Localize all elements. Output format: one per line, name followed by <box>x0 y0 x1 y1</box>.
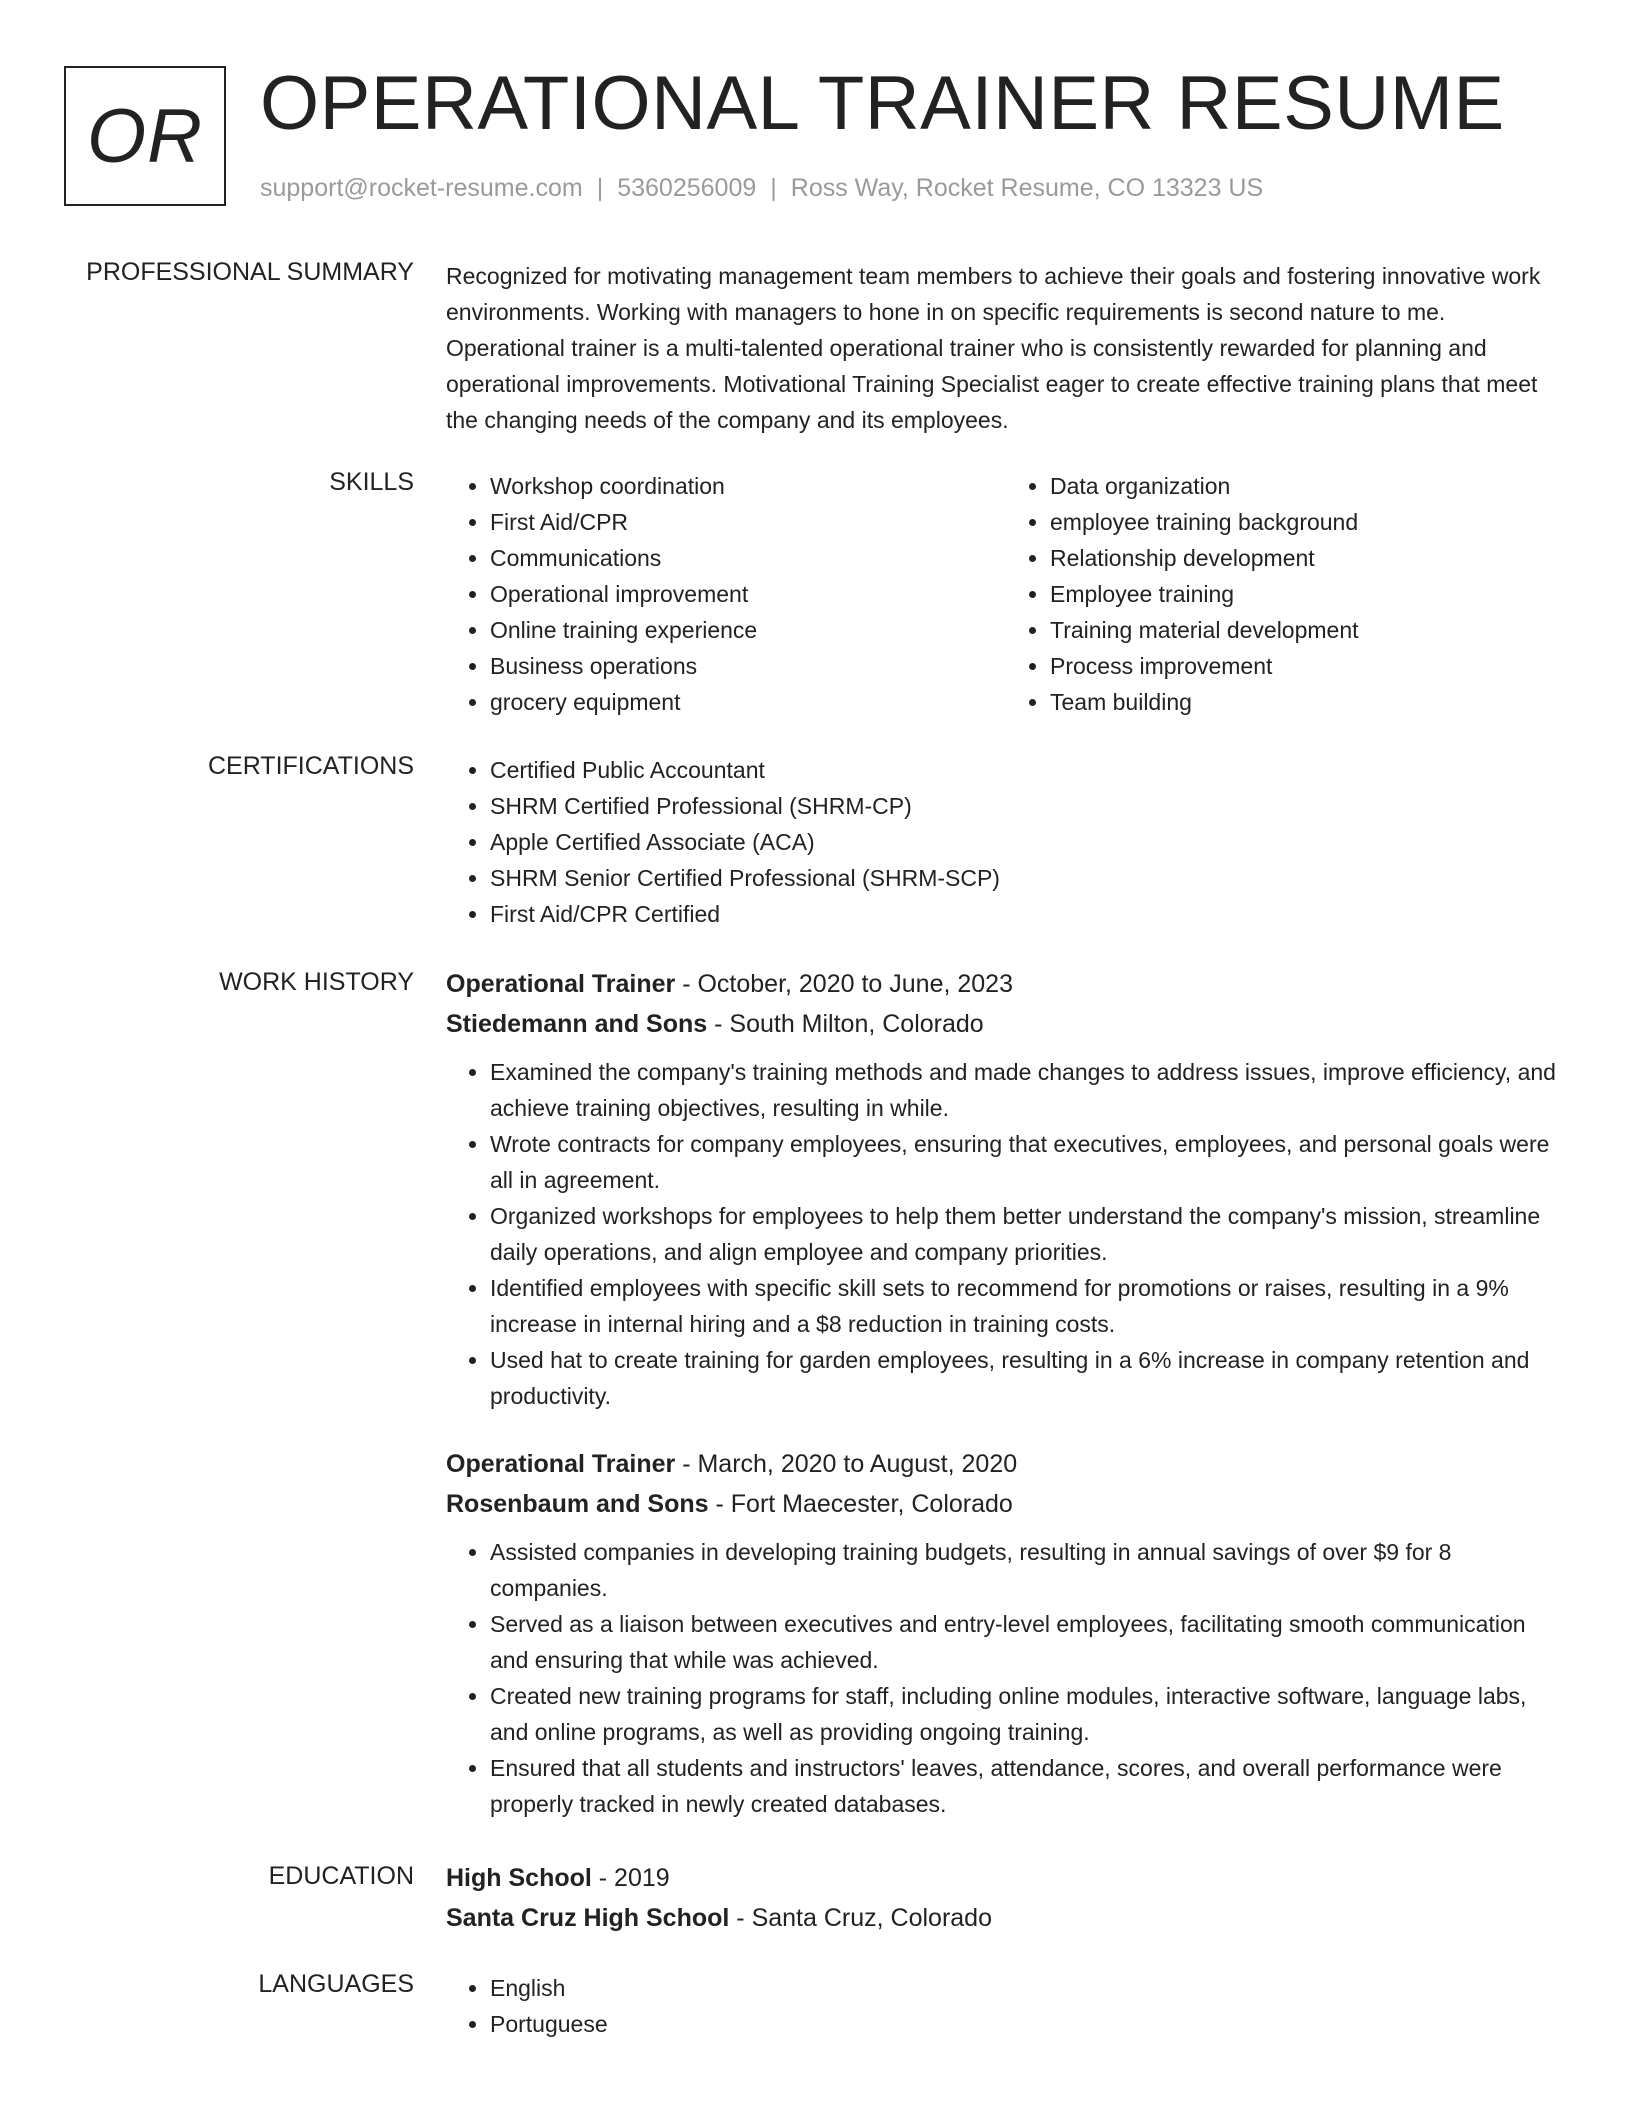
list-item: • Assisted companies in developing training budgets, resulting in annual savings of over $9 for 8 companies. <box>490 1534 1566 1606</box>
contact-separator: | <box>770 174 777 202</box>
list-item: • grocery equipment <box>490 684 1006 720</box>
section-label-certifications: CERTIFICATIONS <box>207 752 414 780</box>
section-label-education: EDUCATION <box>268 1862 414 1890</box>
contact-email: support@rocket-resume.com <box>260 174 583 202</box>
list-item: • Operational improvement <box>490 576 1006 612</box>
list-item: • English <box>490 1970 1566 2006</box>
list-item: • Online training experience <box>490 612 1006 648</box>
job-company: Stiedemann and Sons <box>446 1010 708 1038</box>
list-item: • Employee training <box>1050 576 1566 612</box>
job-entry <box>446 964 1566 1414</box>
list-item: • Ensured that all students and instructors' leaves, attendance, scores, and overall performance were properly tracked in newly created databases. <box>490 1750 1566 1822</box>
job-title: Operational Trainer <box>446 1450 676 1478</box>
contact-address: Ross Way, Rocket Resume, CO 13323 US <box>790 174 1264 202</box>
section-label-summary: PROFESSIONAL SUMMARY <box>86 258 414 286</box>
list-item: • SHRM Senior Certified Professional (SHRM-SCP) <box>490 860 1566 896</box>
job-bullets <box>446 1534 1566 1822</box>
monogram: OR <box>64 66 226 206</box>
section-label-languages: LANGUAGES <box>258 1970 414 1998</box>
list-item: • employee training background <box>1050 504 1566 540</box>
certifications-list <box>446 752 1566 932</box>
education-degree: High School <box>446 1864 592 1892</box>
skills-list-right <box>1006 468 1566 720</box>
list-item: • Business operations <box>490 648 1006 684</box>
job-title-line <box>446 1444 1566 1484</box>
list-item: • SHRM Certified Professional (SHRM-CP) <box>490 788 1566 824</box>
job-company-line <box>446 1484 1566 1524</box>
list-item: • Relationship development <box>1050 540 1566 576</box>
job-dates: - October, 2020 to June, 2023 <box>675 970 1013 998</box>
list-item: • Process improvement <box>1050 648 1566 684</box>
job-company-line <box>446 1004 1566 1044</box>
education-year: - 2019 <box>591 1864 670 1892</box>
list-item: • Apple Certified Associate (ACA) <box>490 824 1566 860</box>
summary-text: Recognized for motivating management team members to achieve their goals and fostering innovative work environments. Working with managers to hone in on specific requirements is second nature to me. Operational trainer is a multi-talented operational trainer who is consistently rewarded for planning and operational improvements. Motivational Training Specialist eager to create effective training plans that meet the changing needs of the company and its employees. <box>446 263 1541 433</box>
list-item: • Portuguese <box>490 2006 1566 2042</box>
list-item: • Examined the company's training methods and made changes to address issues, improve efficiency, and achieve training objectives, resulting in while. <box>490 1054 1566 1126</box>
list-item: • First Aid/CPR <box>490 504 1006 540</box>
list-item: • Certified Public Accountant <box>490 752 1566 788</box>
list-item: • Communications <box>490 540 1006 576</box>
job-entry <box>446 1444 1566 1822</box>
list-item: • Organized workshops for employees to help them better understand the company's mission, streamline daily operations, and align employee and company priorities. <box>490 1198 1566 1270</box>
job-location: - Fort Maecester, Colorado <box>708 1490 1013 1518</box>
job-title: Operational Trainer <box>446 970 676 998</box>
list-item: • Served as a liaison between executives and entry-level employees, facilitating smooth communication and ensuring that while was achieved. <box>490 1606 1566 1678</box>
list-item: • Identified employees with specific skill sets to recommend for promotions or raises, resulting in a 9% increase in internal hiring and a $8 reduction in training costs. <box>490 1270 1566 1342</box>
job-dates: - March, 2020 to August, 2020 <box>675 1450 1018 1478</box>
job-company: Rosenbaum and Sons <box>446 1490 709 1518</box>
education-school: Santa Cruz High School <box>446 1904 730 1932</box>
list-item: • Workshop coordination <box>490 468 1006 504</box>
list-item: • Training material development <box>1050 612 1566 648</box>
list-item: • Wrote contracts for company employees, ensuring that executives, employees, and personal goals were all in agreement. <box>490 1126 1566 1198</box>
list-item: • Created new training programs for staff, including online modules, interactive software, language labs, and online programs, as well as providing ongoing training. <box>490 1678 1566 1750</box>
page-title: OPERATIONAL TRAINER RESUME <box>260 61 1505 146</box>
job-title-line <box>446 964 1566 1004</box>
education-location: - Santa Cruz, Colorado <box>729 1904 992 1932</box>
list-item: • Team building <box>1050 684 1566 720</box>
section-label-work: WORK HISTORY <box>219 968 414 996</box>
skills-list-left <box>446 468 1006 720</box>
list-item: • First Aid/CPR Certified <box>490 896 1566 932</box>
education-degree-line <box>446 1858 1566 1898</box>
section-label-skills: SKILLS <box>329 468 414 496</box>
contact-phone: 5360256009 <box>617 174 757 202</box>
list-item: • Used hat to create training for garden employees, resulting in a 6% increase in company retention and productivity. <box>490 1342 1566 1414</box>
list-item: • Data organization <box>1050 468 1566 504</box>
languages-list <box>446 1970 1566 2042</box>
education-school-line <box>446 1898 1566 1938</box>
contact-line <box>260 174 1263 203</box>
job-location: - South Milton, Colorado <box>707 1010 984 1038</box>
job-bullets <box>446 1054 1566 1414</box>
contact-separator: | <box>596 174 604 202</box>
resume-header <box>64 61 1592 216</box>
